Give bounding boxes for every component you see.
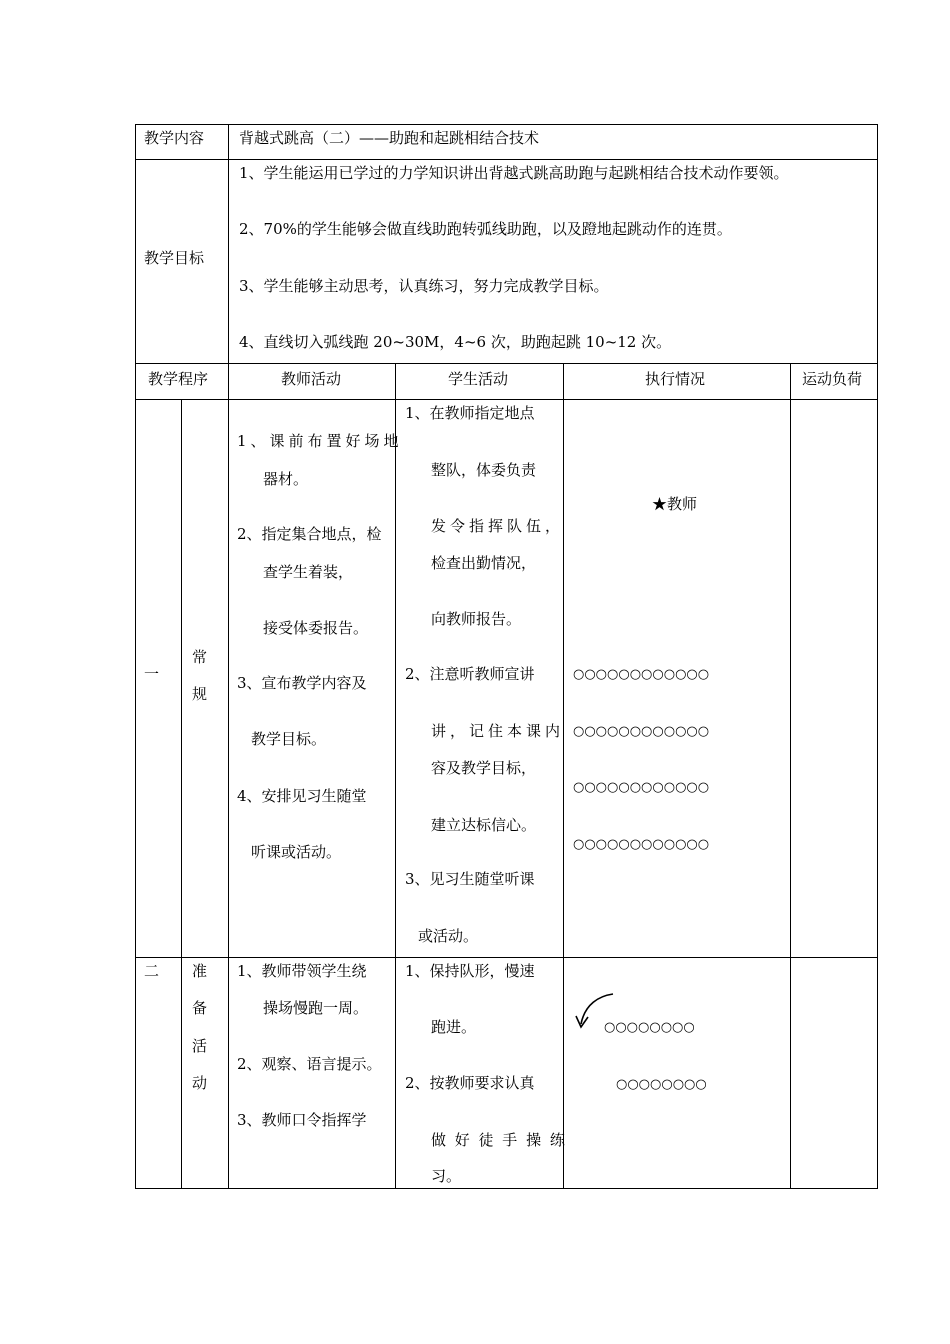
student-column-divider <box>563 363 564 1188</box>
student-activity-line: 整队，体委负责 <box>431 461 537 479</box>
section-name-char: 常 <box>192 648 208 666</box>
student-formation-row: ○○○○○○○○○○○○ <box>573 724 710 739</box>
student-activity-line: 跑进。 <box>431 1018 477 1036</box>
table-border-bottom <box>135 1188 878 1189</box>
section-name-char: 准 <box>192 962 208 980</box>
table-row-divider <box>135 957 878 958</box>
goal-item: 3、学生能够主动思考，认真练习，努力完成教学目标。 <box>239 277 609 295</box>
section-number: 二 <box>144 962 160 980</box>
teacher-activity-line: 3、教师口令指挥学 <box>237 1111 367 1129</box>
content-value: 背越式跳高（二）——助跑和起跳相结合技术 <box>239 129 540 147</box>
section-name-char: 备 <box>192 999 208 1017</box>
teacher-activity-line: 教学目标。 <box>251 730 327 748</box>
student-activity-line: 建立达标信心。 <box>431 816 537 834</box>
column-header-student: 学生活动 <box>448 370 509 388</box>
table-border-left <box>135 124 136 1189</box>
student-activity-line: 发令指挥队伍， <box>431 517 565 535</box>
student-activity-line: 向教师报告。 <box>431 610 522 628</box>
table-row-divider <box>135 159 878 160</box>
table-row-divider <box>135 363 878 364</box>
teacher-activity-line: 1、教师带领学生绕 <box>237 962 367 980</box>
student-formation-row: ○○○○○○○○○○○○ <box>573 667 710 682</box>
student-activity-line: 做 好 徒 手 操 练 <box>431 1131 567 1149</box>
student-activity-line: 3、见习生随堂听课 <box>405 870 535 888</box>
column-header-teacher: 教师活动 <box>281 370 342 388</box>
student-activity-line: 检查出勤情况， <box>431 554 537 572</box>
label-column-divider <box>228 124 229 363</box>
teacher-activity-line: 听课或活动。 <box>251 843 342 861</box>
table-row-divider <box>135 399 878 400</box>
teacher-activity-line: 接受体委报告。 <box>263 619 369 637</box>
student-activity-line: 1、在教师指定地点 <box>405 404 535 422</box>
student-activity-line: 2、注意听教师宣讲 <box>405 665 535 683</box>
goal-item: 1、学生能运用已学过的力学知识讲出背越式跳高助跑与起跳相结合技术动作要领。 <box>239 164 789 182</box>
procedure-subcolumn-divider <box>181 399 182 1188</box>
content-label: 教学内容 <box>144 129 205 147</box>
goal-item: 2、70%的学生能够会做直线助跑转弧线助跑，以及蹬地起跳动作的连贯。 <box>239 220 732 238</box>
student-activity-line: 习。 <box>431 1167 462 1185</box>
student-activity-line: 2、按教师要求认真 <box>405 1074 535 1092</box>
table-border-right <box>877 124 878 1189</box>
procedure-column-divider <box>228 363 229 1188</box>
goals-label: 教学目标 <box>144 249 205 267</box>
execution-column-divider <box>790 363 791 1188</box>
column-header-load: 运动负荷 <box>802 370 863 388</box>
student-formation-row: ○○○○○○○○ <box>604 1020 695 1035</box>
teacher-activity-line: 3、宣布教学内容及 <box>237 674 367 692</box>
teacher-activity-line: 2、指定集合地点，检 <box>237 525 382 543</box>
section-name-char: 规 <box>192 685 208 703</box>
teacher-activity-line: 4、安排见习生随堂 <box>237 787 367 805</box>
section-name-char: 活 <box>192 1037 208 1055</box>
column-header-execution: 执行情况 <box>645 370 706 388</box>
table-border-top <box>135 124 878 125</box>
goal-item: 4、直线切入弧线跑 20~30M，4~6 次，助跑起跳 10~12 次。 <box>239 333 672 351</box>
student-activity-line: 1、保持队形，慢速 <box>405 962 535 980</box>
teacher-activity-line: 查学生着装， <box>263 563 354 581</box>
section-name-char: 动 <box>192 1074 208 1092</box>
teacher-column-divider <box>395 363 396 1188</box>
student-activity-line: 容及教学目标， <box>431 759 537 777</box>
teacher-activity-line: 操场慢跑一周。 <box>263 999 369 1017</box>
teacher-activity-line: 1、课前布置好场地 <box>237 432 403 450</box>
student-activity-line: 或活动。 <box>418 927 479 945</box>
teacher-position-star: ★教师 <box>652 495 698 513</box>
student-activity-line: 讲，记住本课内 <box>431 722 565 740</box>
column-header-procedure: 教学程序 <box>148 370 209 388</box>
student-formation-row: ○○○○○○○○○○○○ <box>573 780 710 795</box>
teacher-activity-line: 器材。 <box>263 470 309 488</box>
student-formation-row: ○○○○○○○○○○○○ <box>573 837 710 852</box>
section-number: 一 <box>144 665 160 683</box>
teacher-activity-line: 2、观察、语言提示。 <box>237 1055 382 1073</box>
student-formation-row: ○○○○○○○○ <box>616 1077 707 1092</box>
